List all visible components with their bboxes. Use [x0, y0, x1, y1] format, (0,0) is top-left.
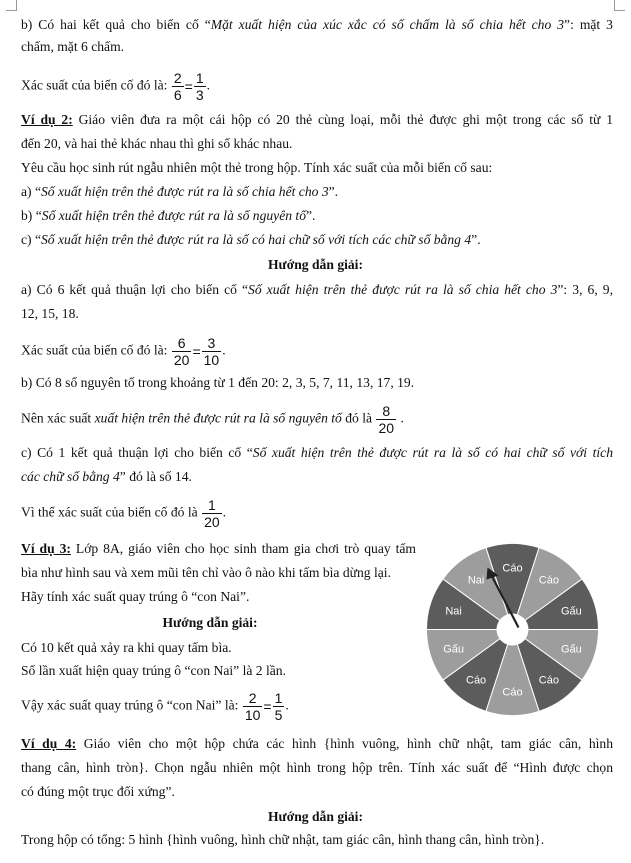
- wheel-sector-label: Cáo: [538, 674, 559, 687]
- text-line: [21, 444, 613, 462]
- text: Xác suất của biến cố đó là:: [21, 342, 168, 358]
- text: .: [285, 697, 289, 713]
- numerator: 1: [207, 497, 216, 513]
- text: .: [206, 77, 211, 93]
- text: c) Có 1 kết quả thuận lợi cho biến cố “: [21, 445, 253, 460]
- equals-sign: =: [192, 343, 201, 360]
- numerator: 1: [274, 690, 283, 706]
- text-line: có đúng một trục đối xứng”.: [21, 784, 175, 799]
- denominator: 20: [173, 352, 190, 368]
- text-line: [21, 111, 613, 129]
- event-text: Số xuất hiện trên thẻ được rút ra là số chia hết cho 3: [41, 184, 329, 199]
- text-line: [21, 231, 613, 249]
- example-label: Ví dụ 2:: [21, 112, 73, 127]
- wheel-sector-label: Gấu: [560, 643, 582, 656]
- numerator: 6: [177, 335, 186, 351]
- text-line: Trong hộp có tổng: 5 hình {hình vuông, hình chữ nhật, tam giác cân, hình thang cân, hình tròn}.: [21, 832, 545, 847]
- section-heading: Hướng dẫn giải:: [267, 809, 363, 824]
- wheel-sector-label: Cáo: [466, 674, 487, 687]
- text-line: [21, 735, 613, 753]
- text: Nên xác suất: [21, 410, 95, 426]
- probability-line: [21, 690, 416, 723]
- event-text: Số xuất hiện trên thẻ được rút ra là số chia hết cho 3: [248, 282, 558, 297]
- text-line: [21, 281, 613, 299]
- fraction: [202, 335, 222, 368]
- event-text: Số xuất hiện trên thẻ được rút ra là số có hai chữ số với tích các chữ số bằng 4: [41, 232, 472, 247]
- denominator: 20: [378, 420, 395, 436]
- event-text: các chữ số bằng 4: [21, 469, 120, 484]
- fraction: [243, 690, 263, 723]
- spinner-wheel: [425, 542, 600, 717]
- event-text: xuất hiện trên thẻ được rút ra là số nguyên tố: [94, 410, 342, 426]
- text: .: [222, 504, 227, 520]
- text: ”.: [328, 184, 339, 199]
- fraction: [194, 70, 206, 103]
- numerator: 2: [173, 70, 182, 86]
- wheel-sector-label: Cáo: [502, 686, 523, 699]
- fraction: [202, 497, 222, 530]
- text: ”.: [306, 208, 316, 223]
- text-line: [21, 540, 416, 558]
- fraction: [172, 335, 192, 368]
- text: ” đó là số 14.: [119, 469, 192, 484]
- fraction: [376, 403, 396, 436]
- section-heading: Hướng dẫn giải:: [162, 615, 258, 630]
- page-corner-mark: [6, 0, 17, 11]
- text: Giáo viên cho một hộp chứa các hình {hình vuông, hình chữ nhật, tam giác cân, hình: [76, 736, 613, 751]
- text: Vậy xác suất quay trúng ô “con Nai” là:: [21, 697, 239, 713]
- probability-line: [21, 335, 613, 368]
- text-line: [21, 183, 613, 201]
- text: Xác suất của biến cố đó là:: [21, 77, 168, 93]
- text: .: [222, 342, 226, 358]
- text: b) “: [21, 208, 42, 223]
- denominator: 6: [173, 87, 182, 103]
- text-line: 12, 15, 18.: [21, 306, 79, 321]
- text: .: [400, 410, 404, 426]
- probability-line: [21, 497, 613, 530]
- wheel-sector-label: Gấu: [560, 605, 582, 618]
- text-line: thang cân, hình tròn}. Chọn ngẫu nhiên một hình trong hộp trên. Tính xác suất để “Hình được chọn: [21, 760, 613, 775]
- numerator: 3: [207, 335, 216, 351]
- denominator: 3: [195, 87, 204, 103]
- text-line: bìa như hình sau và xem mũi tên chỉ vào ô nào khi tấm bìa dừng lại.: [21, 565, 391, 580]
- page-corner-mark: [614, 0, 625, 11]
- text: Giáo viên đưa ra một cái hộp có 20 thẻ cùng loại, mỗi thẻ được ghi một trong các số từ 1: [72, 112, 613, 127]
- text: c) “: [21, 232, 41, 247]
- text: a) “: [21, 184, 41, 199]
- denominator: 5: [274, 707, 283, 723]
- denominator: 10: [244, 707, 261, 723]
- text: Lớp 8A, giáo viên cho học sinh tham gia chơi trò quay tấm: [70, 541, 416, 556]
- equals-sign: =: [263, 698, 272, 715]
- event-text: Số xuất hiện trên thẻ được rút ra là số có hai chữ số với tích: [252, 445, 613, 460]
- wheel-sector-label: Cáo: [538, 574, 559, 587]
- wheel-sector-label: Cáo: [502, 562, 523, 575]
- text: ”.: [471, 232, 481, 247]
- text-line: Yêu cầu học sinh rút ngẫu nhiên một thẻ trong hộp. Tính xác suất của mỗi biến cố sau:: [21, 160, 493, 175]
- text-line: b) Có 8 số nguyên tố trong khoảng từ 1 đến 20: 2, 3, 5, 7, 11, 13, 17, 19.: [21, 375, 415, 390]
- text: b) Có hai kết quả cho biến cố “: [21, 17, 211, 32]
- text: ”: 3, 6, 9,: [557, 282, 613, 297]
- text-line: chấm, mặt 6 chấm.: [21, 39, 125, 54]
- wheel-sector-label: Nai: [445, 605, 462, 618]
- section-heading: Hướng dẫn giải:: [267, 257, 363, 272]
- denominator: 10: [203, 352, 220, 368]
- numerator: 1: [195, 70, 204, 86]
- text-line: Hãy tính xác suất quay trúng ô “con Nai”.: [21, 589, 250, 604]
- text-line: [21, 468, 613, 486]
- text: ”: mặt 3: [564, 17, 613, 32]
- text-line: đến 20, và hai thẻ khác nhau thì ghi số khác nhau.: [21, 136, 293, 151]
- text-line: Số lần xuất hiện quay trúng ô “con Nai” là 2 lần.: [21, 663, 287, 678]
- event-text: Số xuất hiện trên thẻ được rút ra là số nguyên tố: [41, 208, 306, 223]
- text-line: [21, 16, 613, 34]
- denominator: 20: [204, 514, 220, 530]
- fraction: [273, 690, 285, 723]
- fraction: [172, 70, 184, 103]
- text: a) Có 6 kết quả thuận lợi cho biến cố “: [21, 282, 249, 297]
- wheel-sector-label: Nai: [467, 574, 485, 587]
- wheel-sector-label: Gấu: [443, 643, 465, 656]
- text: đó là: [341, 410, 373, 426]
- probability-line: [21, 70, 613, 103]
- numerator: 2: [248, 690, 257, 706]
- example-label: Ví dụ 4:: [21, 736, 77, 751]
- text-line: [21, 207, 613, 225]
- text: Vì thế xác suất của biến cố đó là: [21, 504, 198, 520]
- numerator: 8: [382, 403, 391, 419]
- probability-line: [21, 403, 613, 436]
- event-text: Mặt xuất hiện của xúc xắc có số chấm là số chia hết cho 3: [210, 17, 565, 32]
- text-line: Có 10 kết quả xảy ra khi quay tấm bìa.: [21, 640, 232, 655]
- equals-sign: =: [184, 78, 193, 95]
- example-label: Ví dụ 3:: [21, 541, 71, 556]
